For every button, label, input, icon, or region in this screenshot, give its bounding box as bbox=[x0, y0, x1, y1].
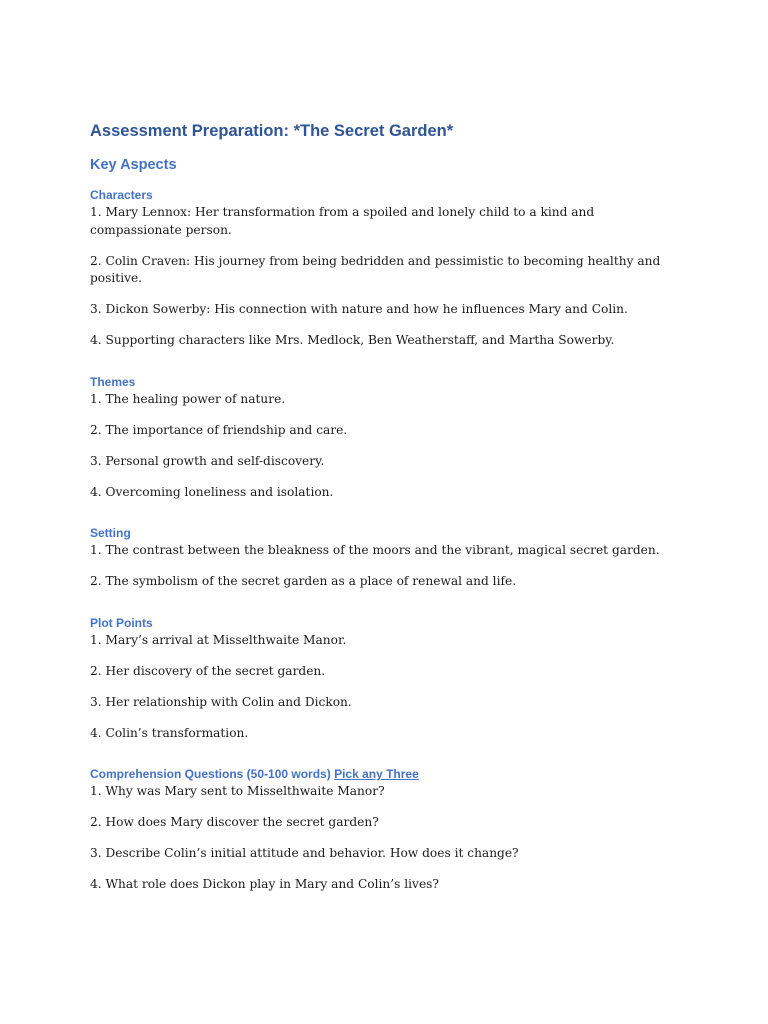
list-item: 4. Overcoming loneliness and isolation. bbox=[90, 484, 334, 499]
list-item: 1. The healing power of nature. bbox=[90, 391, 286, 406]
document-title: Assessment Preparation: *The Secret Garden* bbox=[90, 122, 454, 140]
list-item: 3. Describe Colin’s initial attitude and behavior. How does it change? bbox=[90, 846, 519, 860]
section-heading: Setting bbox=[90, 526, 131, 540]
list-item: 2. The importance of friendship and care. bbox=[90, 422, 348, 437]
section-heading-text: Comprehension Questions (50-100 words) bbox=[90, 767, 331, 781]
section-heading bbox=[90, 765, 680, 783]
list-item: 4. Colin’s transformation. bbox=[90, 725, 249, 740]
pick-any-three-link[interactable]: Pick any Three bbox=[334, 767, 419, 781]
list-item: 3. Dickon Sowerby: His connection with nature and how he influences Mary and Colin. bbox=[90, 302, 628, 316]
list-item: 2. How does Mary discover the secret garden? bbox=[90, 815, 379, 829]
list-item: 4. What role does Dickon play in Mary and Colin’s lives? bbox=[90, 877, 439, 891]
section-comprehension-questions bbox=[90, 765, 680, 894]
list-item: 3. Her relationship with Colin and Dickon. bbox=[90, 694, 352, 709]
section-setting bbox=[90, 524, 680, 591]
list-item: 1. Why was Mary sent to Misselthwaite Manor? bbox=[90, 784, 385, 798]
section-heading: Characters bbox=[90, 188, 153, 202]
list-item: 4. Supporting characters like Mrs. Medlock, Ben Weatherstaff, and Martha Sowerby. bbox=[90, 333, 615, 347]
section-heading: Plot Points bbox=[90, 615, 153, 630]
list-item: 2. The symbolism of the secret garden as a place of renewal and life. bbox=[90, 574, 517, 588]
list-item: 2. Colin Craven: His journey from being bedridden and pessimistic to becoming healthy and positive. bbox=[90, 253, 661, 285]
document-body bbox=[90, 119, 680, 917]
section-characters bbox=[90, 186, 680, 350]
document-subtitle: Key Aspects bbox=[90, 157, 177, 173]
list-item: 3. Personal growth and self-discovery. bbox=[90, 453, 325, 468]
section-themes bbox=[90, 373, 680, 502]
section-plot-points bbox=[90, 614, 680, 743]
list-item: 1. The contrast between the bleakness of the moors and the vibrant, magical secret garden. bbox=[90, 543, 660, 557]
list-item: 1. Mary’s arrival at Misselthwaite Manor. bbox=[90, 632, 347, 647]
list-item: 1. Mary Lennox: Her transformation from a spoiled and lonely child to a kind and compassionate person. bbox=[90, 205, 595, 237]
list-item: 2. Her discovery of the secret garden. bbox=[90, 663, 326, 678]
section-heading: Themes bbox=[90, 374, 136, 389]
